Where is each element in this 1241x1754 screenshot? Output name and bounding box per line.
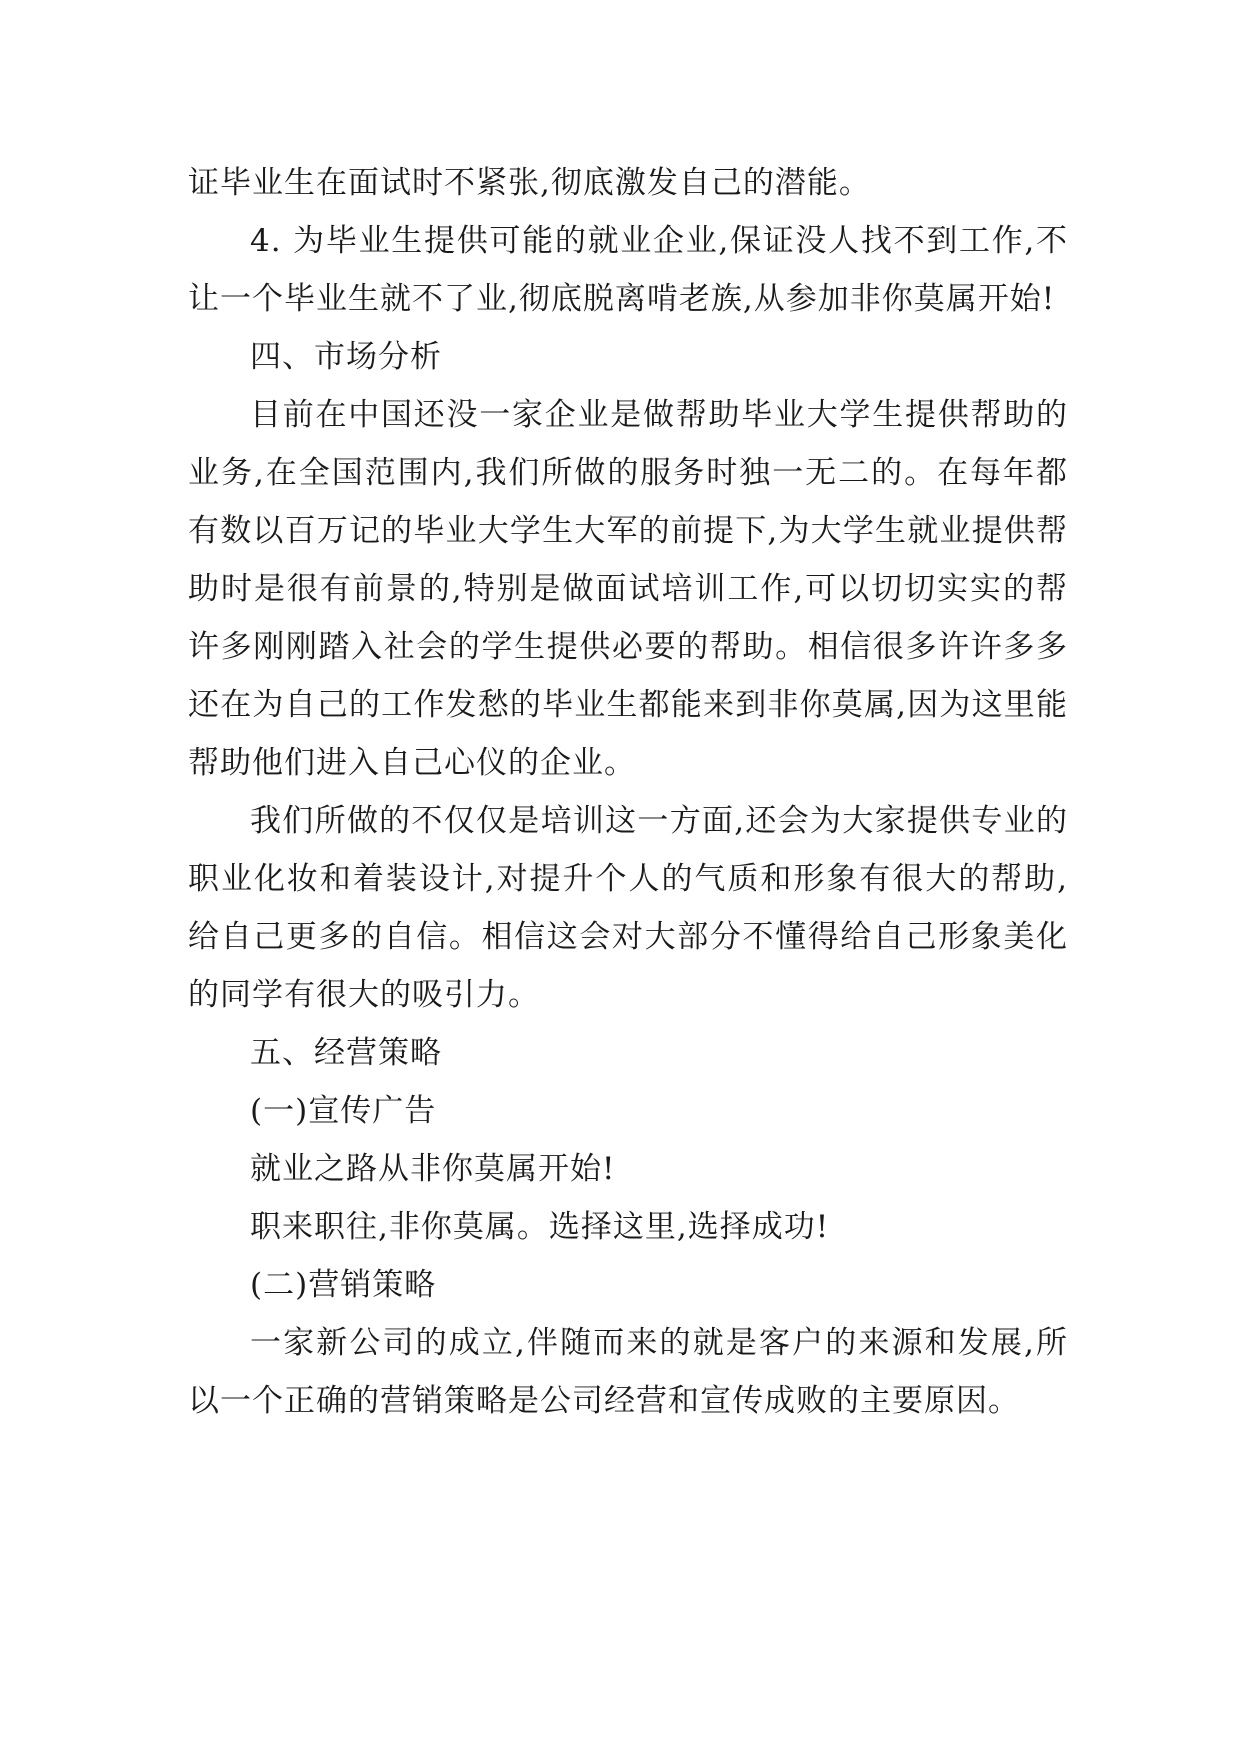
- section-heading-market-analysis: 四、市场分析: [250, 339, 442, 375]
- paragraph-continuation: 证毕业生在面试时不紧张,彻底激发自己的潜能。: [188, 165, 871, 201]
- paragraph-market-analysis-2: 我们所做的不仅仅是培训这一方面,还会为大家提供专业的职业化妆和着装设计,对提升个人的气质和形象有很大的帮助,给自己更多的自信。相信这会对大部分不懂得给自己形象美化的同学有很大的吸引力。: [188, 803, 1068, 1013]
- slogan-2: 职来职往,非你莫属。选择这里,选择成功!: [250, 1209, 830, 1245]
- document-body: [188, 154, 1068, 1430]
- subheading-advertising: (一)宣传广告: [250, 1093, 437, 1129]
- slogan-1: 就业之路从非你莫属开始!: [250, 1151, 616, 1187]
- section-heading-business-strategy: 五、经营策略: [250, 1035, 442, 1071]
- paragraph-market-analysis-1: 目前在中国还没一家企业是做帮助毕业大学生提供帮助的业务,在全国范围内,我们所做的服务时独一无二的。在每年都有数以百万记的毕业大学生大军的前提下,为大学生就业提供帮助时是很有前景的,特别是做面试培训工作,可以切切实实的帮许多刚刚踏入社会的学生提供必要的帮助。相信很多许许多多还在为自己的工作发愁的毕业生都能来到非你莫属,因为这里能帮助他们进入自己心仪的企业。: [188, 397, 1068, 781]
- paragraph-item-4: 4. 为毕业生提供可能的就业企业,保证没人找不到工作,不让一个毕业生就不了业,彻底脱离啃老族,从参加非你莫属开始!: [188, 223, 1068, 317]
- paragraph-marketing-strategy: 一家新公司的成立,伴随而来的就是客户的来源和发展,所以一个正确的营销策略是公司经营和宣传成败的主要原因。: [188, 1325, 1068, 1419]
- subheading-marketing-strategy: (二)营销策略: [250, 1267, 437, 1303]
